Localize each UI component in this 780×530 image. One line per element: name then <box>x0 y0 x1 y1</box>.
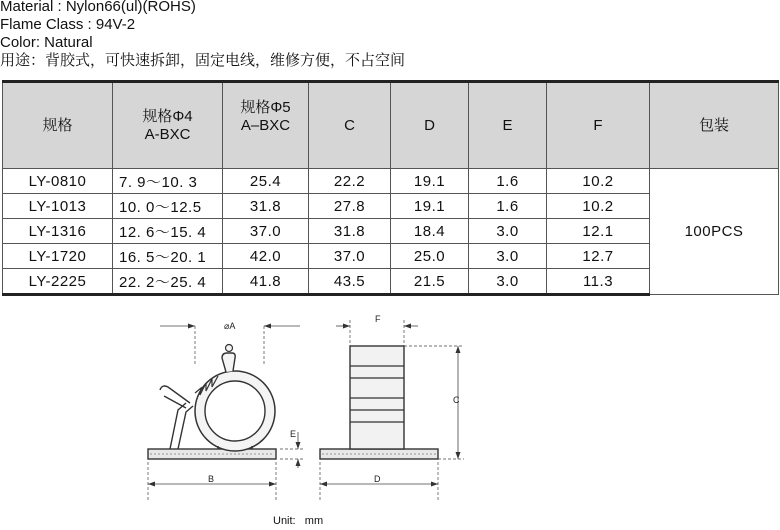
cell-e: 3.0 <box>469 269 547 295</box>
header-phi4-top: 规格Φ4 <box>142 107 193 125</box>
header-phi4 <box>113 82 223 169</box>
cell-spec: LY-2225 <box>3 269 113 295</box>
header-phi5-bottom: A–BXC <box>240 117 291 134</box>
label-d: D <box>374 474 381 484</box>
cell-phi4: 7. 9～10. 3 <box>113 169 223 194</box>
release-tab <box>222 353 235 372</box>
cell-e: 1.6 <box>469 194 547 219</box>
clamp-ring-inner <box>205 381 265 441</box>
header-phi5 <box>223 82 309 169</box>
label-c: C <box>453 395 460 405</box>
header-e: E <box>469 82 547 169</box>
label-e: E <box>290 429 297 439</box>
header-phi5-top: 规格Φ5 <box>240 99 291 116</box>
table-row <box>3 169 779 194</box>
cell-c: 31.8 <box>309 219 391 244</box>
cell-phi5: 25.4 <box>223 169 309 194</box>
side-view <box>320 314 464 500</box>
cell-phi5: 41.8 <box>223 269 309 295</box>
cell-d: 19.1 <box>391 169 469 194</box>
header-c: C <box>309 82 391 169</box>
cell-phi4: 10. 0～12.5 <box>113 194 223 219</box>
color-spec: Color: Natural <box>0 34 93 51</box>
cell-d: 25.0 <box>391 244 469 269</box>
spec-table <box>2 80 779 296</box>
cell-e: 1.6 <box>469 169 547 194</box>
cell-spec: LY-1316 <box>3 219 113 244</box>
cell-c: 22.2 <box>309 169 391 194</box>
material-spec: Material : Nylon66(ul)(ROHS) <box>0 0 196 15</box>
cell-c: 37.0 <box>309 244 391 269</box>
header-phi4-bottom: A-BXC <box>144 125 191 143</box>
cell-e: 3.0 <box>469 219 547 244</box>
cell-phi4: 12. 6～15. 4 <box>113 219 223 244</box>
cell-c: 27.8 <box>309 194 391 219</box>
unit-label: Unit: mm <box>273 515 324 527</box>
cell-phi4: 16. 5～20. 1 <box>113 244 223 269</box>
front-view <box>148 321 304 500</box>
technical-drawing <box>0 300 780 530</box>
cell-d: 19.1 <box>391 194 469 219</box>
cell-packaging: 100PCS <box>650 169 779 295</box>
cell-f: 12.1 <box>547 219 650 244</box>
cell-phi5: 31.8 <box>223 194 309 219</box>
header-f: F <box>547 82 650 169</box>
cell-f: 10.2 <box>547 169 650 194</box>
cell-phi5: 42.0 <box>223 244 309 269</box>
cell-f: 12.7 <box>547 244 650 269</box>
cell-d: 18.4 <box>391 219 469 244</box>
flame-class-spec: Flame Class : 94V-2 <box>0 16 136 33</box>
cell-spec: LY-1013 <box>3 194 113 219</box>
cell-d: 21.5 <box>391 269 469 295</box>
table-header-row <box>3 82 779 169</box>
label-a: ⌀A <box>224 321 236 331</box>
cell-f: 11.3 <box>547 269 650 295</box>
label-b: B <box>208 474 215 484</box>
cell-spec: LY-0810 <box>3 169 113 194</box>
header-spec: 规格 <box>3 82 113 169</box>
cell-e: 3.0 <box>469 244 547 269</box>
cell-phi5: 37.0 <box>223 219 309 244</box>
cell-c: 43.5 <box>309 269 391 295</box>
header-pack: 包装 <box>650 82 779 169</box>
cell-spec: LY-1720 <box>3 244 113 269</box>
cell-f: 10.2 <box>547 194 650 219</box>
label-f: F <box>375 314 381 324</box>
header-d: D <box>391 82 469 169</box>
cell-phi4: 22. 2～25. 4 <box>113 269 223 295</box>
usage-spec: 用途：背胶式，可快速拆卸，固定电线，维修方便，不占空间 <box>0 52 406 69</box>
